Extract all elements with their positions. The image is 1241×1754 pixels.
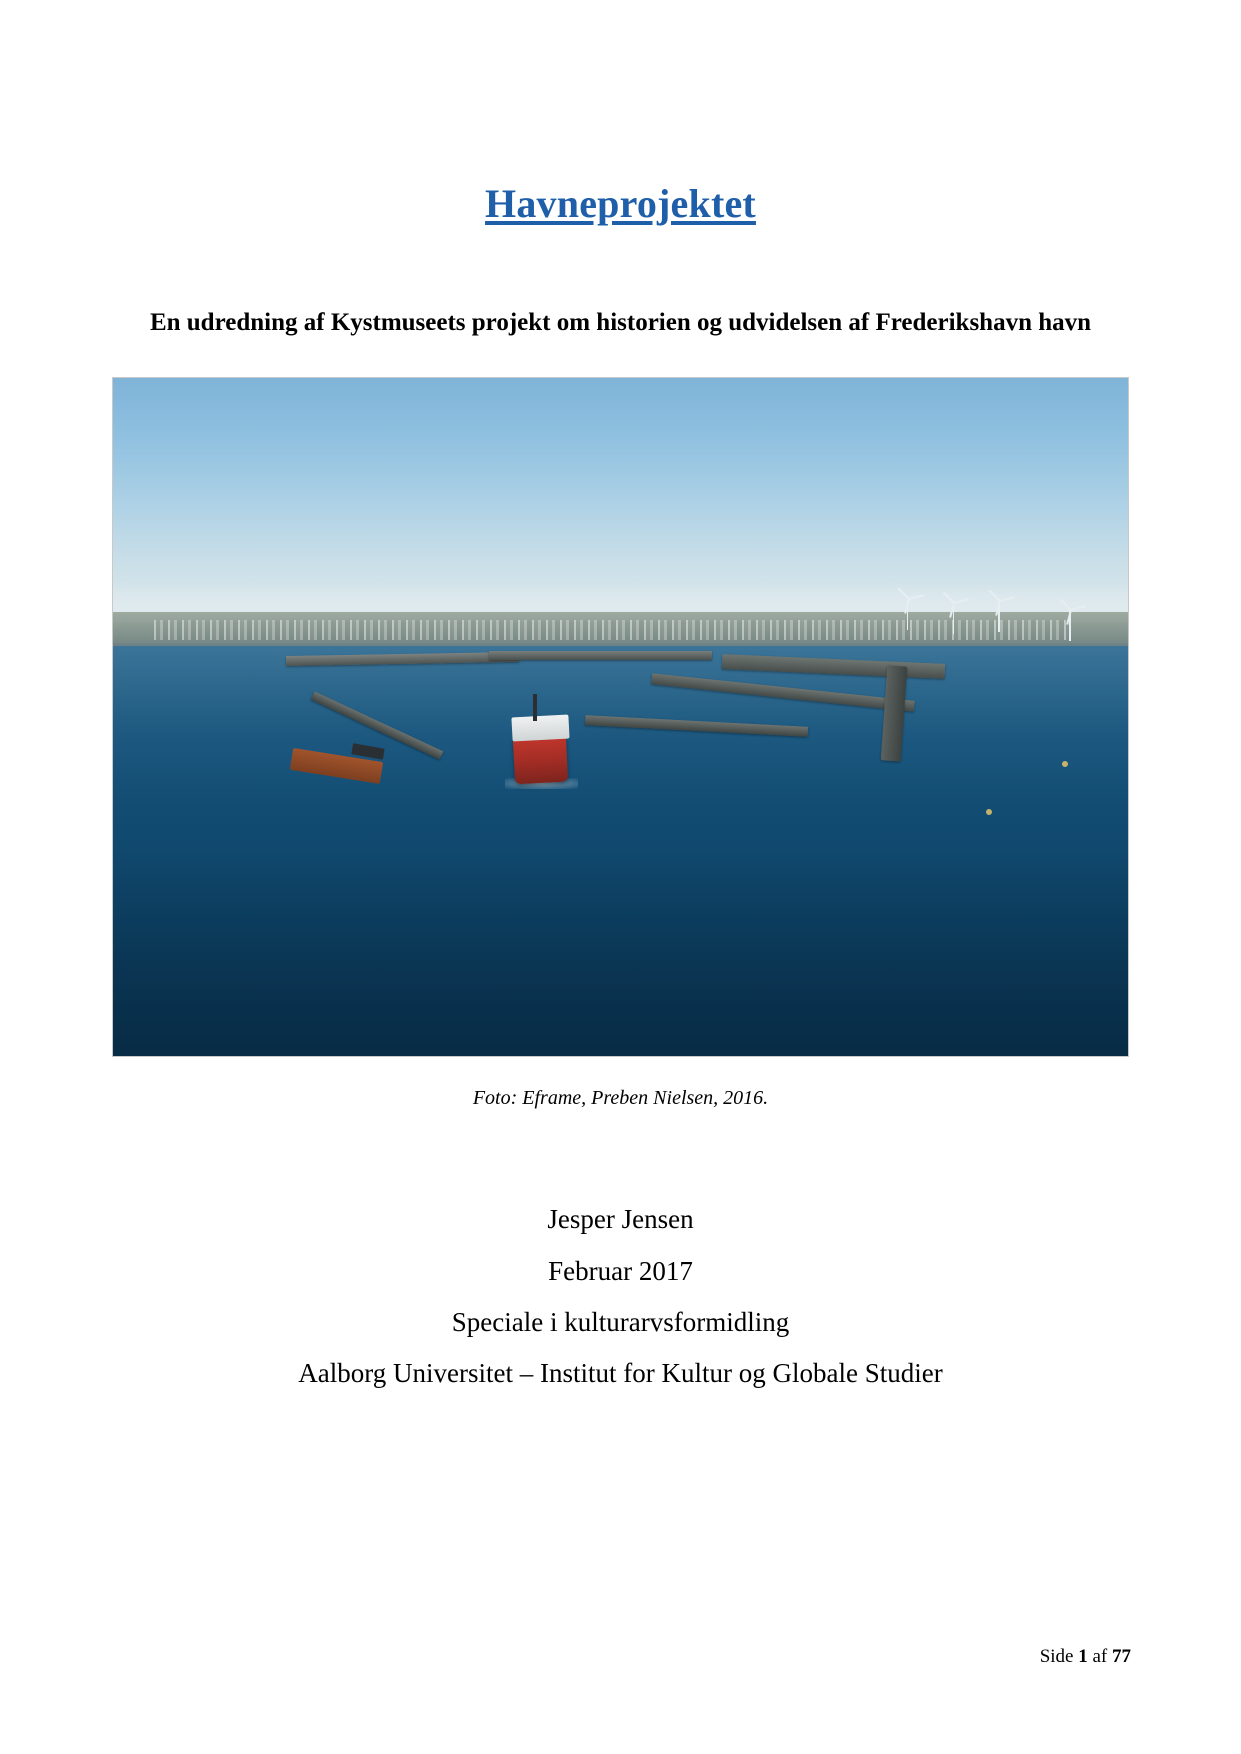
photo-wind-turbine xyxy=(945,599,961,634)
page-subtitle: En udredning af Kystmuseets projekt om historien og udvidelsen af Frederikshavn havn xyxy=(149,309,1092,336)
author-name: Jesper Jensen xyxy=(547,1204,694,1235)
photo-ship-mast xyxy=(533,694,537,721)
page-title: Havneprojektet xyxy=(485,181,756,226)
programme-name: Speciale i kulturarvsformidling xyxy=(451,1306,790,1337)
photo-wind-turbine xyxy=(991,597,1007,632)
photo-wind-turbine xyxy=(1062,605,1078,640)
photo-cargo-ship xyxy=(513,736,568,783)
harbour-aerial-photo xyxy=(112,377,1129,1057)
page-footer xyxy=(1040,1646,1131,1668)
figure-caption: Foto: Eframe, Preben Nielsen, 2016. xyxy=(472,1087,769,1110)
submission-date: Februar 2017 xyxy=(548,1255,693,1286)
photo-buoy xyxy=(986,809,992,815)
figure-container xyxy=(111,377,1131,1057)
photo-wind-turbine xyxy=(900,595,916,630)
photo-pier xyxy=(489,651,712,660)
footer-page-number: 1 xyxy=(1078,1646,1088,1667)
photo-ship-superstructure xyxy=(511,714,569,741)
photo-town-buildings xyxy=(154,620,1068,640)
footer-prefix: Side xyxy=(1039,1646,1079,1667)
institution-name: Aalborg Universitet – Institut for Kultur og Globale Studier xyxy=(298,1358,943,1389)
footer-middle: af xyxy=(1087,1646,1112,1667)
author-block xyxy=(0,1194,1241,1399)
photo-sea-shadow xyxy=(113,853,1128,1056)
footer-total-pages: 77 xyxy=(1112,1646,1131,1667)
